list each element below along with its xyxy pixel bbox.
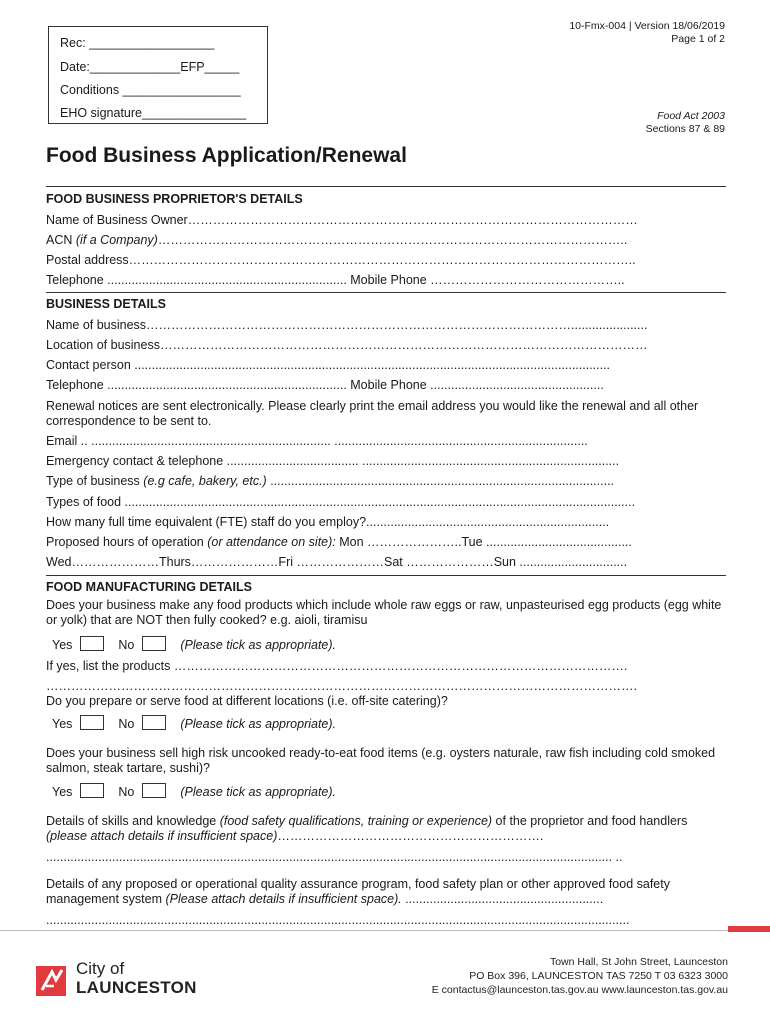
footer-divider xyxy=(0,930,728,931)
owner-name-field[interactable]: Name of Business Owner……………………………………………………………………………………………… xyxy=(46,213,638,227)
emergency-contact-field[interactable]: Emergency contact & telephone ...................................... .......................................................................... xyxy=(46,454,620,468)
page-title: Food Business Application/Renewal xyxy=(46,144,407,167)
no-checkbox[interactable] xyxy=(142,783,166,798)
proprietor-telephone-field[interactable]: Telephone ..................................................................... Mobile Phone ……………………………………….. xyxy=(46,273,625,287)
manufacturing-heading: FOOD MANUFACTURING DETAILS xyxy=(46,580,253,594)
eho-signature-field[interactable]: EHO signature_______________ xyxy=(60,106,247,120)
business-name-field[interactable]: Name of business…………………………………………………………………………………………...................... xyxy=(46,318,648,332)
yes-checkbox[interactable] xyxy=(80,636,104,651)
raw-egg-question: Does your business make any food products which include whole raw eggs or raw, unpasteurised egg products (egg white or yolk) that are NOT then fully cooked? e.g. aioli, tiramisu xyxy=(46,598,722,627)
quality-assurance-continued[interactable]: ........................................................................................................................................................................ xyxy=(46,913,630,927)
business-telephone-field[interactable]: Telephone ..................................................................... Mobile Phone .................................................. xyxy=(46,378,604,392)
offsite-answer: Yes No (Please tick as appropriate). xyxy=(52,717,337,731)
section-divider xyxy=(46,575,726,576)
acn-field[interactable]: ACN (if a Company)………………………………………………………………………………………………….. xyxy=(46,233,628,247)
contact-person-field[interactable]: Contact person ......................................................................................................................................... xyxy=(46,358,611,372)
quality-assurance-field[interactable]: Details of any proposed or operational quality assurance program, food safety plan or other approved food safety management system (Please attach details if insufficient space). ......................................................... xyxy=(46,877,670,906)
business-heading: BUSINESS DETAILS xyxy=(46,297,166,311)
no-checkbox[interactable] xyxy=(142,715,166,730)
fte-staff-field[interactable]: How many full time equivalent (FTE) staff do you employ?...................................................................... xyxy=(46,515,610,529)
section-divider xyxy=(46,292,726,293)
yes-checkbox[interactable] xyxy=(80,715,104,730)
logo-emblem-icon xyxy=(34,960,70,998)
address-line-1: Town Hall, St John Street, Launceston xyxy=(549,956,728,968)
email-field[interactable]: Email .. ..................................................................... ......................................................................... xyxy=(46,434,588,448)
skills-knowledge-field[interactable]: Details of skills and knowledge (food safety qualifications, training or experience) of the proprietor and food handlers (please attach details if insufficient space)………………………………………………………. xyxy=(46,814,688,843)
products-list-continued[interactable]: ……………………………………………………………………………………………………………………………. xyxy=(46,679,637,693)
section-divider xyxy=(46,186,726,187)
raw-egg-answer: Yes No (Please tick as appropriate). xyxy=(52,638,337,652)
sections-reference: Sections 87 & 89 xyxy=(645,123,725,135)
address-line-2: PO Box 396, LAUNCESTON TAS 7250 T 03 6323 3000 xyxy=(469,970,728,982)
hours-mon-tue-field[interactable]: Proposed hours of operation (or attendance on site): Mon …………………..Tue .......................................... xyxy=(46,535,632,549)
contact-line: E contactus@launceston.tas.gov.au www.launceston.tas.gov.au xyxy=(431,984,728,996)
form-id: 10-Fmx-004 | Version 18/06/2019 xyxy=(569,20,725,32)
office-use-box xyxy=(48,26,268,124)
logo-line-1: City of xyxy=(76,959,125,978)
offsite-question: Do you prepare or serve food at different locations (i.e. off-site catering)? xyxy=(46,694,448,708)
no-checkbox[interactable] xyxy=(142,636,166,651)
yes-checkbox[interactable] xyxy=(80,783,104,798)
high-risk-question: Does your business sell high risk uncooked ready-to-eat food items (e.g. oysters naturale, raw fish including cold smoked salmon, steak tartare, sushi)? xyxy=(46,746,716,775)
logo-line-2: LAUNCESTON xyxy=(76,978,197,997)
proprietor-heading: FOOD BUSINESS PROPRIETOR'S DETAILS xyxy=(46,192,303,206)
conditions-field[interactable]: Conditions _________________ xyxy=(60,83,241,97)
products-list-field[interactable]: If yes, list the products ………………………………………………………………………………………………. xyxy=(46,659,628,673)
page-number: Page 1 of 2 xyxy=(671,33,725,45)
act-reference: Food Act 2003 xyxy=(657,110,725,122)
business-location-field[interactable]: Location of business……………………………………………………………………………………………………… xyxy=(46,338,648,352)
renewal-notice: Renewal notices are sent electronically. Please clearly print the email address you would like the renewal and all other correspondence to be sent to. xyxy=(46,399,699,428)
skills-knowledge-continued[interactable]: ................................................................................................................................................................... .. xyxy=(46,850,623,864)
hours-wed-sun-field[interactable]: Wed…………………Thurs…………………Fri …………………Sat …………………Sun ............................... xyxy=(46,555,628,569)
footer-accent-bar xyxy=(728,926,770,932)
city-of-launceston-logo xyxy=(34,960,214,1000)
rec-field[interactable]: Rec: __________________ xyxy=(60,36,215,50)
date-efp-field[interactable]: Date:_____________EFP_____ xyxy=(60,60,240,74)
types-of-food-field[interactable]: Types of food ................................................................................................................................................... xyxy=(46,495,636,509)
high-risk-answer: Yes No (Please tick as appropriate). xyxy=(52,785,337,799)
business-type-field[interactable]: Type of business (e.g cafe, bakery, etc.) ................................................................................................... xyxy=(46,474,615,488)
postal-address-field[interactable]: Postal address………………………………………………………………………………………………………….. xyxy=(46,253,636,267)
